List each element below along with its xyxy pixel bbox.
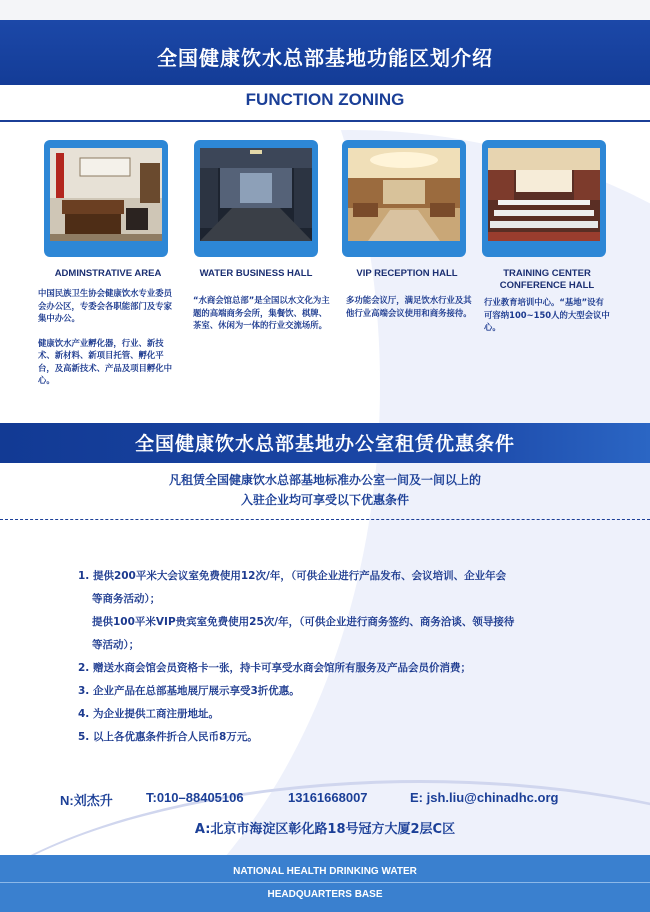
- photo-card-administrative: [44, 140, 168, 257]
- photo-administrative-area: [50, 148, 162, 241]
- condition-line: 等商务活动）；: [92, 593, 161, 605]
- rental-intro-line2: 入驻企业均可享受以下优惠条件: [240, 493, 409, 507]
- page-title: 全国健康饮水总部基地功能区划介绍: [157, 46, 493, 70]
- photo-card-training: [482, 140, 606, 257]
- photo-card-water-business: [194, 140, 318, 257]
- area-desc-vip: [346, 294, 472, 331]
- area-title-water-business: WATER BUSINESS HALL: [199, 268, 313, 279]
- rental-title: 全国健康饮水总部基地办公室租赁优惠条件: [134, 433, 515, 455]
- photo-water-business-hall: [200, 148, 312, 241]
- area-desc-training: [484, 296, 610, 346]
- contact-mobile: 13161668007: [288, 790, 368, 805]
- condition-line: 1. 提供200平米大会议室免费使用12次/年，（可供企业进行产品发布、会议培训、企业年会: [78, 570, 507, 582]
- footer-line1: NATIONAL HEALTH DRINKING WATER: [233, 866, 417, 877]
- subtitle-underline: [0, 120, 650, 122]
- area-desc-water-business: [193, 294, 331, 344]
- area-title-training-line1: TRAINING CENTER: [503, 268, 591, 279]
- area-title-administrative: ADMINSTRATIVE AREA: [54, 268, 162, 279]
- area-title-vip: VIP RECEPTION HALL: [356, 268, 458, 279]
- photo-training-conference-hall: [488, 148, 600, 241]
- contact-address: A:北京市海淀区彰化路18号冠方大厦2层C区: [194, 822, 456, 837]
- condition-line: 2. 赠送水商会馆会员资格卡一张，持卡可享受水商会馆所有服务及产品会员价消费；: [78, 662, 471, 674]
- footer-bar: [0, 855, 650, 912]
- top-strip: [0, 0, 650, 20]
- area-desc-paragraph: 中国民族卫生协会健康饮水专业委员会办公区，专委会各职能部门及专家集中办公。: [38, 288, 172, 323]
- condition-line: 3. 企业产品在总部基地展厅展示享受3折优惠。: [78, 685, 300, 697]
- dashed-divider: [0, 519, 650, 520]
- footer-divider: [0, 882, 650, 883]
- area-desc-paragraph: 行业教育培训中心。“基地”设有可容纳100~150人的大型会议中心。: [484, 297, 610, 332]
- page-subtitle: FUNCTION ZONING: [245, 90, 405, 109]
- area-desc-administrative: [38, 287, 178, 399]
- contact-phone: T:010–88405106: [146, 790, 244, 805]
- area-desc-paragraph: 健康饮水产业孵化器，行业、新技术、新材料、新项目托管、孵化平台，及高新技术、产品及项目孵化中心。: [38, 337, 172, 385]
- conditions-list: [78, 565, 598, 749]
- condition-line: 提供100平米VIP贵宾室免费使用25次/年，（可供企业进行商务签约、商务洽谈、领导接待: [92, 616, 515, 628]
- area-title-training-line2: CONFERENCE HALL: [499, 280, 595, 291]
- rental-intro: [0, 470, 650, 510]
- photo-vip-reception-hall: [348, 148, 460, 241]
- condition-line: 等活动）；: [92, 639, 140, 651]
- condition-line: 4. 为企业提供工商注册地址。: [78, 708, 219, 720]
- contact-email: E: jsh.liu@chinadhc.org: [410, 790, 559, 805]
- rental-intro-line1: 凡租赁全国健康饮水总部基地标准办公室一间及一间以上的: [168, 473, 481, 487]
- condition-line: 5. 以上各优惠条件折合人民币8万元。: [78, 731, 258, 743]
- area-desc-paragraph: “水商会馆总部”是全国以水文化为主题的高端商务会所，集餐饮、棋牌、茶室、休闲为一体的行业交流场所。: [193, 295, 330, 330]
- area-title-training: [477, 268, 617, 292]
- photo-card-vip: [342, 140, 466, 257]
- area-desc-paragraph: 多功能会议厅，满足饮水行业及其他行业高端会议使用和商务接待。: [346, 295, 472, 318]
- contact-name: N:刘杰升: [60, 793, 113, 808]
- footer-line2: HEADQUARTERS BASE: [267, 889, 383, 900]
